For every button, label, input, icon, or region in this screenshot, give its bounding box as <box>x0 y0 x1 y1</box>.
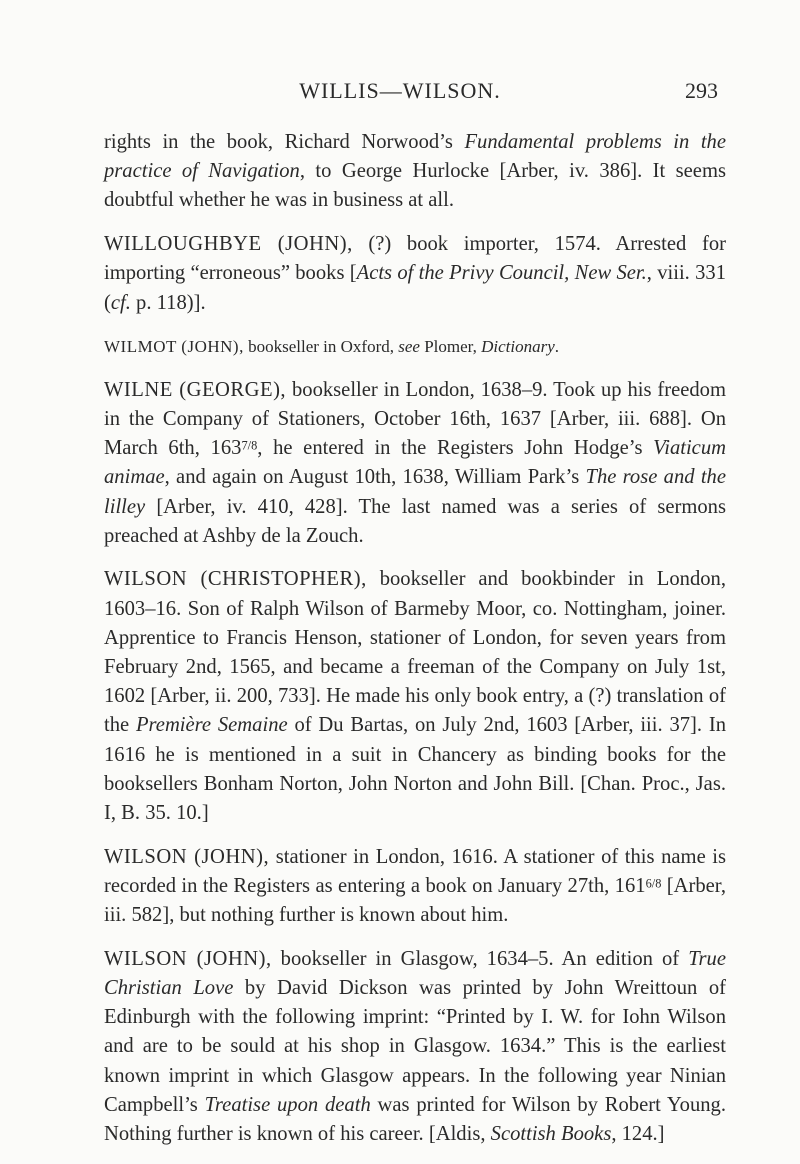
source-title: Dictionary <box>481 337 555 357</box>
entry-text: p. 118)]. <box>130 291 206 314</box>
entry-text: . <box>554 337 560 357</box>
entry-text: , 124.] <box>611 1123 665 1146</box>
source-title: Scottish Books <box>490 1123 612 1146</box>
entry-text: , he entered in the Registers John Hodge’s <box>257 437 654 460</box>
book-title: True Christian Love <box>104 947 726 1000</box>
page-number: 293 <box>685 78 718 103</box>
see-ref: see <box>398 337 420 357</box>
source-title: Acts of the Privy Council, New Ser. <box>356 262 647 285</box>
entry-headword: WILSON (JOHN), <box>104 947 272 970</box>
entry-wilne <box>104 376 726 551</box>
entry-text: bookseller in Glasgow, 1634–5. An edition of <box>271 947 689 970</box>
page-header <box>0 78 800 108</box>
entry-text: (?) book importer, 1574. Arrested for importing “erroneous” books [ <box>104 233 726 285</box>
entry-text: [Arber, iv. 410, 428]. The last named was a series of sermons preached at Ashby de la Zouch. <box>104 495 726 547</box>
entry-text: of Du Bartas, on July 2nd, 1603 [Arber, iii. 37]. In 1616 he is mentioned in a suit in Chancery as binding books for the booksellers Bonham Norton, John Norton and John Bill. [Chan. Proc., Jas. I, B. 35. 10.] <box>104 714 726 825</box>
entry-wilson-john-london <box>104 843 726 931</box>
entry-text: Plomer, <box>419 337 482 357</box>
entry-headword: WILSON (JOHN), <box>104 845 270 868</box>
entry-text: , and again on August 10th, 1638, William Park’s <box>164 466 586 489</box>
entry-text: , viii. 331 ( <box>104 262 726 314</box>
entry-text: stationer in London, 1616. A stationer of this name is recorded in the Registers as entering a book on January 27th, 161 <box>104 845 727 897</box>
entry-headword: WILLOUGHBYE (JOHN), <box>104 233 353 256</box>
entry-text: rights in the book, Richard Norwood’s <box>104 131 465 153</box>
entry-continuation <box>104 128 726 216</box>
book-title: Fundamental problems in the practice of Navigation <box>104 131 726 183</box>
entry-text: by David Dickson was printed by John Wreittoun of Edinburgh with the following imprint: “Printed by I. W. for Iohn Wilson and are to be sould at his shop in Glasgow. 1634.” This is the earliest known imprint in which Glasgow appears. In the following year Ninian Campbell’s <box>104 977 726 1116</box>
book-title: Première Semaine <box>135 714 288 737</box>
book-title: Viaticum animae <box>104 437 726 489</box>
book-title: Treatise upon death <box>204 1093 371 1116</box>
cf-abbrev: cf. <box>110 291 131 314</box>
entry-wilson-christopher <box>104 565 726 828</box>
entry-wilson-john-glasgow <box>104 945 726 1149</box>
entry-wilmot <box>104 332 726 361</box>
entry-text: bookseller and bookbinder in London, 1603–16. Son of Ralph Wilson of Barmeby Moor, co. Nottingham, joiner. Apprentice to Francis Henson, stationer of London, for seven years from February 2nd, 1565, and became a freeman of the Company on July 1st, 1602 [Arber, ii. 200, 733]. He made his only book entry, a (?) translation of the <box>104 568 726 737</box>
entry-text: was printed for Wilson by Robert Young. Nothing further is known of his career. [Aldis, <box>104 1093 726 1146</box>
entry-text: , to George Hurlocke [Arber, iv. 386]. It seems doubtful whether he was in business at all. <box>104 160 726 212</box>
entry-headword: WILSON (CHRISTOPHER), <box>104 568 367 591</box>
page-body <box>104 128 726 1164</box>
book-title: The rose and the lilley <box>104 466 726 518</box>
entry-headword: WILMOT (JOHN), <box>104 337 244 357</box>
entry-headword: WILNE (GEORGE), <box>104 378 287 401</box>
entry-text: bookseller in Oxford, <box>243 337 399 357</box>
entry-text: bookseller in London, 1638–9. Took up his freedom in the Company of Stationers, October 16th, 1637 [Arber, iii. 688]. On March 6th, 163 <box>104 378 726 460</box>
entry-willoughbye <box>104 230 726 318</box>
year-fraction: 6/8 <box>645 876 662 891</box>
running-head: WILLIS—WILSON. <box>299 78 501 103</box>
year-fraction: 7/8 <box>241 438 258 453</box>
entry-text: [Arber, iii. 582], but nothing further is known about him. <box>104 874 726 927</box>
